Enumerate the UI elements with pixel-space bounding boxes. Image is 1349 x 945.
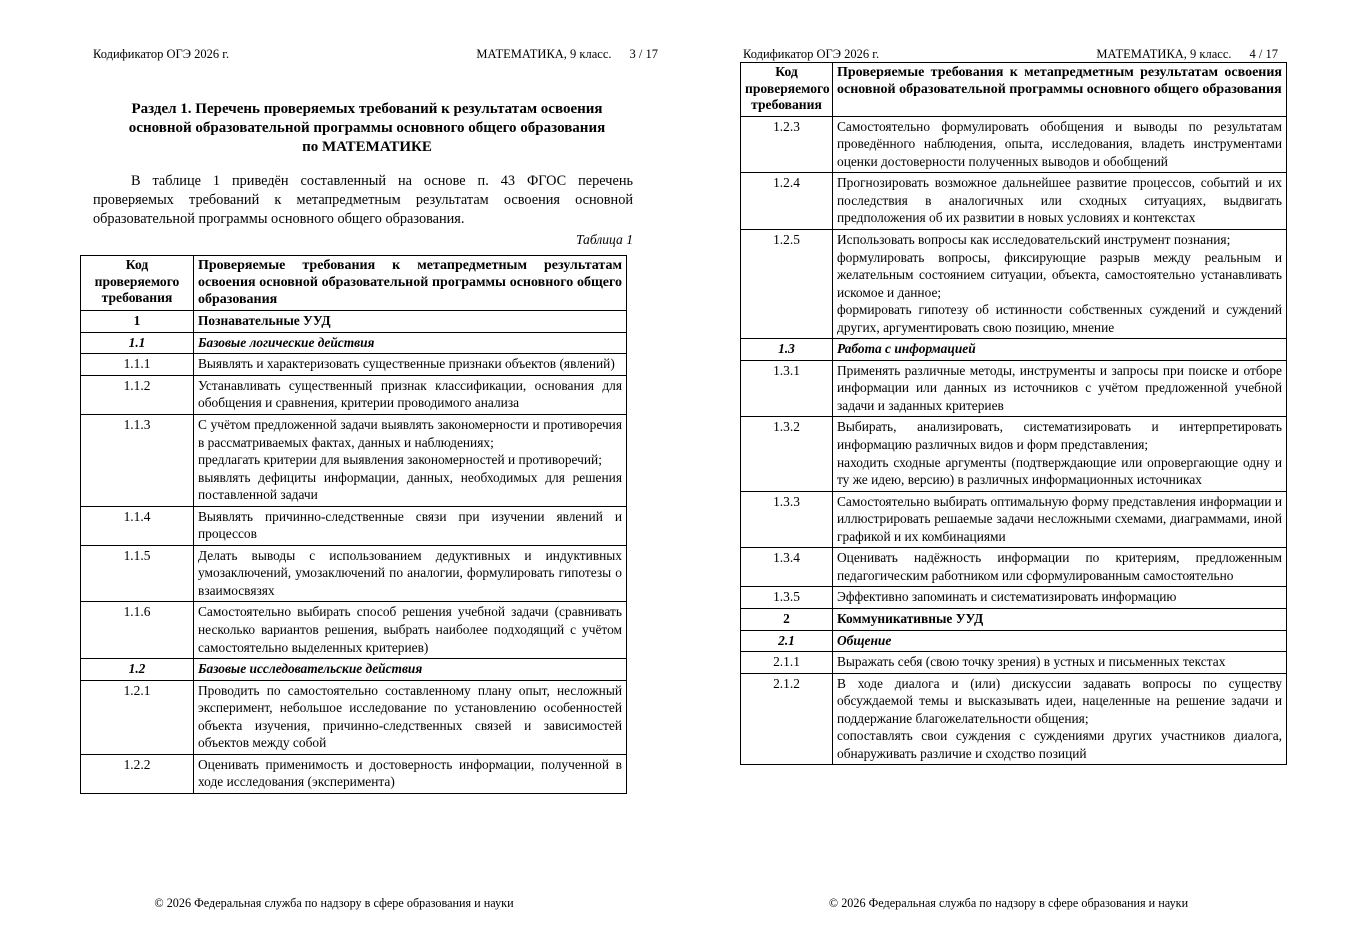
requirement-paragraph: Выражать себя (свою точку зрения) в устных и письменных текстах: [837, 654, 1226, 670]
requirement-paragraph: Проводить по самостоятельно составленному плану опыт, несложный эксперимент, небольшое исследование по установлению особенностей объекта изучения, причинно-следственных связей и зависимостей объектов между собой: [198, 682, 622, 751]
requirement-code: 1.2.4: [741, 173, 833, 230]
page-title-line-2: основной образовательной программы основного общего образования: [128, 120, 606, 137]
requirement-paragraph: Использовать вопросы как исследовательский инструмент познания;: [837, 232, 1231, 248]
column-header-code-line-3: требования: [751, 97, 822, 113]
footer-left: © 2026 Федеральная служба по надзору в сфере образования и науки: [154, 896, 514, 910]
table-row: [81, 414, 627, 506]
running-head-subject: МАТЕМАТИКА, 9 класс.: [476, 47, 612, 61]
requirements-table-left: [80, 255, 627, 794]
requirement-paragraph: находить сходные аргументы (подтверждающие или опровергающие одну и ту же идею, версию) в различных информационных источниках: [837, 454, 1282, 488]
requirement-text: [194, 414, 627, 506]
requirement-text: [194, 311, 627, 333]
requirement-code: 1.1.4: [81, 506, 194, 545]
column-header-code-line-1: Код: [125, 257, 149, 272]
requirement-code: 1.2.1: [81, 680, 194, 754]
table-header-row: [741, 63, 1287, 117]
requirement-paragraph: формировать гипотезу об истинности собственных суждений и суждений других, аргументировать свою позицию, мнение: [837, 302, 1282, 335]
requirement-paragraph: сопоставлять свои суждения с суждениями других участников диалога, обнаруживать различие и сходство позиций: [837, 728, 1282, 761]
requirement-text: [833, 630, 1287, 652]
requirement-code: 1.3.4: [741, 548, 833, 587]
table-row: [81, 754, 627, 793]
requirement-text: [833, 491, 1287, 548]
table-row: [741, 417, 1287, 491]
column-header-code: [741, 63, 833, 117]
requirement-text: [194, 754, 627, 793]
table-caption: Таблица 1: [575, 232, 633, 247]
requirement-paragraph: Оценивать применимость и достоверность информации, полученной в ходе исследования (эксперимента): [198, 756, 622, 790]
running-head-right: [743, 48, 1278, 62]
table-row: [81, 354, 627, 376]
requirement-code: 1.3.1: [741, 360, 833, 417]
requirement-code: 1.3.5: [741, 587, 833, 609]
column-header-requirement-line-2: освоения основной образовательной программы: [837, 65, 1283, 98]
running-head-right-group: [1096, 48, 1278, 62]
requirement-text: [833, 548, 1287, 587]
requirement-code: 2: [741, 608, 833, 630]
requirement-paragraph: Выбирать, анализировать, систематизировать и интерпретировать информацию различных видов и форм представления;: [837, 419, 1282, 453]
page-title-line-1: Раздел 1. Перечень проверяемых требований к результатам освоения: [131, 101, 603, 117]
requirement-text: [194, 375, 627, 414]
requirement-text: [833, 230, 1287, 339]
table-row: [81, 680, 627, 754]
requirement-paragraph: выявлять дефициты информации, данных, необходимых для решения поставленной задачи: [198, 469, 622, 503]
footer-right: © 2026 Федеральная служба по надзору в сфере образования и науки: [828, 896, 1189, 910]
requirement-text: [194, 506, 627, 545]
requirement-text: [833, 673, 1287, 765]
intro-paragraph: В таблице 1 приведён составленный на основе п. 43 ФГОС перечень проверяемых требований к метапредметным результатам освоения основной образовательной программы основного общего образования.: [93, 173, 633, 227]
requirement-paragraph: Самостоятельно выбирать способ решения учебной задачи (сравнивать несколько вариантов решения, выбрать наиболее подходящий с учётом самостоятельно выделенных критериев): [198, 604, 622, 655]
column-header-requirement-line-1: Проверяемые требования к метапредметным результатам: [198, 258, 622, 273]
table-row: [81, 659, 627, 681]
requirement-code: 2.1: [741, 630, 833, 652]
table-body-right: [741, 116, 1287, 765]
requirement-paragraph: Коммуникативные УУД: [837, 610, 984, 626]
requirement-paragraph: Познавательные УУД: [198, 313, 331, 329]
column-header-requirement: [194, 256, 627, 311]
requirement-paragraph: Прогнозировать возможное дальнейшее развитие процессов, событий и их последствия в аналогичных или сходных ситуациях, выдвигать предположения об их развитии в новых условиях и контекстах: [837, 175, 1282, 226]
requirement-code: 1.2: [81, 659, 194, 681]
column-header-code-line-1: Код: [775, 64, 798, 79]
requirement-paragraph: предлагать критерии для выявления закономерностей и противоречий;: [198, 452, 602, 468]
page-number: 4 / 17: [1249, 47, 1278, 61]
requirement-text: [194, 659, 627, 681]
requirement-text: [833, 417, 1287, 491]
column-header-code: [81, 256, 194, 311]
column-header-requirement-line-1: Проверяемые требования к метапредметным результатам: [837, 65, 1219, 80]
requirement-code: 1.1.2: [81, 375, 194, 414]
requirement-text: [194, 680, 627, 754]
table-row: [81, 332, 627, 354]
column-header-requirement-line-3: основного общего образования: [1086, 82, 1282, 98]
requirement-code: 1.1: [81, 332, 194, 354]
requirement-text: [194, 602, 627, 659]
requirement-code: 2.1.1: [741, 652, 833, 674]
table-row: [81, 602, 627, 659]
requirement-code: 1.2.5: [741, 230, 833, 339]
requirement-paragraph: Выявлять и характеризовать существенные признаки объектов (явлений): [198, 356, 615, 372]
table-header: [81, 256, 627, 311]
requirement-code: 1.1.5: [81, 545, 194, 602]
running-head-subject: МАТЕМАТИКА, 9 класс.: [1096, 47, 1232, 61]
page-title: [93, 100, 641, 158]
requirement-paragraph: формулировать вопросы, фиксирующие разрыв между реальным и желательным состоянием ситуации, объекта, самостоятельно устанавливать искомое и данное;: [837, 249, 1282, 300]
column-header-requirement: [833, 63, 1287, 117]
column-header-code-line-3: требования: [101, 290, 173, 306]
requirement-code: 1.1.6: [81, 602, 194, 659]
page-right: [668, 0, 1349, 945]
requirement-paragraph: Общение: [837, 632, 892, 648]
requirement-code: 2.1.2: [741, 673, 833, 765]
table-row: [741, 230, 1287, 339]
table-row: [741, 360, 1287, 417]
requirement-paragraph: Применять различные методы, инструменты и запросы при поиске и отборе информации или данных из источников с учётом предложенной учебной задачи и заданных критериев: [837, 362, 1282, 413]
requirement-code: 1.2.2: [81, 754, 194, 793]
requirements-table-right: [740, 62, 1287, 765]
table-row: [741, 548, 1287, 587]
page-number: 3 / 17: [629, 47, 658, 61]
requirement-paragraph: Эффективно запоминать и систематизировать информацию: [837, 589, 1177, 605]
table-row: [81, 375, 627, 414]
requirement-code: 1: [81, 311, 194, 333]
column-header-requirement-line-3: основного общего образования: [198, 275, 623, 308]
running-head-right-group: [476, 48, 658, 62]
running-head-codifier: Кодификатор ОГЭ 2026 г.: [743, 47, 880, 61]
requirement-paragraph: Оценивать надёжность информации по критериям, предложенным педагогическим работником или сформулированным самостоятельно: [837, 550, 1282, 583]
table-row: [81, 311, 627, 333]
requirement-paragraph: Выявлять причинно-следственные связи при изучении явлений и процессов: [198, 508, 622, 542]
requirement-code: 1.1.3: [81, 414, 194, 506]
table-row: [741, 339, 1287, 361]
table-header-row: [81, 256, 627, 311]
page-title-line-3: по МАТЕМАТИКЕ: [302, 139, 432, 156]
requirement-paragraph: Работа с информацией: [837, 341, 976, 357]
running-head-codifier: Кодификатор ОГЭ 2026 г.: [93, 47, 230, 61]
requirement-paragraph: Самостоятельно выбирать оптимальную форму представления информации и иллюстрировать решаемые задачи несложными схемами, диаграммами, иной графикой и их комбинациями: [837, 493, 1282, 544]
table-body-left: [81, 311, 627, 794]
table-row: [741, 630, 1287, 652]
requirement-text: [833, 360, 1287, 417]
running-head-left: [93, 48, 658, 62]
requirement-paragraph: Делать выводы с использованием дедуктивных и индуктивных умозаключений, умозаключений по аналогии, формулировать гипотезы о взаимосвязях: [198, 547, 622, 598]
page-left: [0, 0, 668, 945]
requirement-code: 1.2.3: [741, 116, 833, 173]
column-header-requirement-line-2: освоения основной образовательной программы: [198, 275, 506, 291]
requirement-text: [833, 587, 1287, 609]
requirement-paragraph: Базовые логические действия: [198, 334, 375, 350]
requirement-code: 1.3.2: [741, 417, 833, 491]
requirement-paragraph: Базовые исследовательские действия: [198, 661, 423, 677]
requirement-text: [833, 173, 1287, 230]
table-row: [741, 673, 1287, 765]
requirement-code: 1.3.3: [741, 491, 833, 548]
requirement-text: [833, 652, 1287, 674]
requirement-text: [833, 608, 1287, 630]
table-header: [741, 63, 1287, 117]
requirement-text: [194, 332, 627, 354]
table-row: [81, 506, 627, 545]
requirement-text: [833, 116, 1287, 173]
column-header-code-line-2: проверяемого: [745, 80, 830, 96]
table-row: [741, 491, 1287, 548]
requirement-paragraph: Самостоятельно формулировать обобщения и выводы по результатам проведённого наблюдения, опыта, исследования, владеть инструментами оценки достоверности полученных выводов и обобщений: [837, 118, 1282, 169]
requirement-paragraph: В ходе диалога и (или) дискуссии задавать вопросы по существу обсуждаемой темы и высказывать идеи, нацеленные на решение задачи и поддержание благожелательности общения;: [837, 675, 1282, 726]
table-row: [741, 652, 1287, 674]
requirement-code: 1.3: [741, 339, 833, 361]
table-row: [741, 173, 1287, 230]
requirement-text: [833, 339, 1287, 361]
table-row: [741, 587, 1287, 609]
requirement-paragraph: Устанавливать существенный признак классификации, основания для обобщения и сравнения, критерии проводимого анализа: [198, 377, 622, 411]
table-row: [741, 116, 1287, 173]
requirement-code: 1.1.1: [81, 354, 194, 376]
column-header-code-line-2: проверяемого: [94, 273, 180, 289]
table-row: [741, 608, 1287, 630]
requirement-paragraph: С учётом предложенной задачи выявлять закономерности и противоречия в рассматриваемых фактах, данных и наблюдениях;: [198, 416, 622, 450]
requirement-text: [194, 354, 627, 376]
table-row: [81, 545, 627, 602]
requirement-text: [194, 545, 627, 602]
